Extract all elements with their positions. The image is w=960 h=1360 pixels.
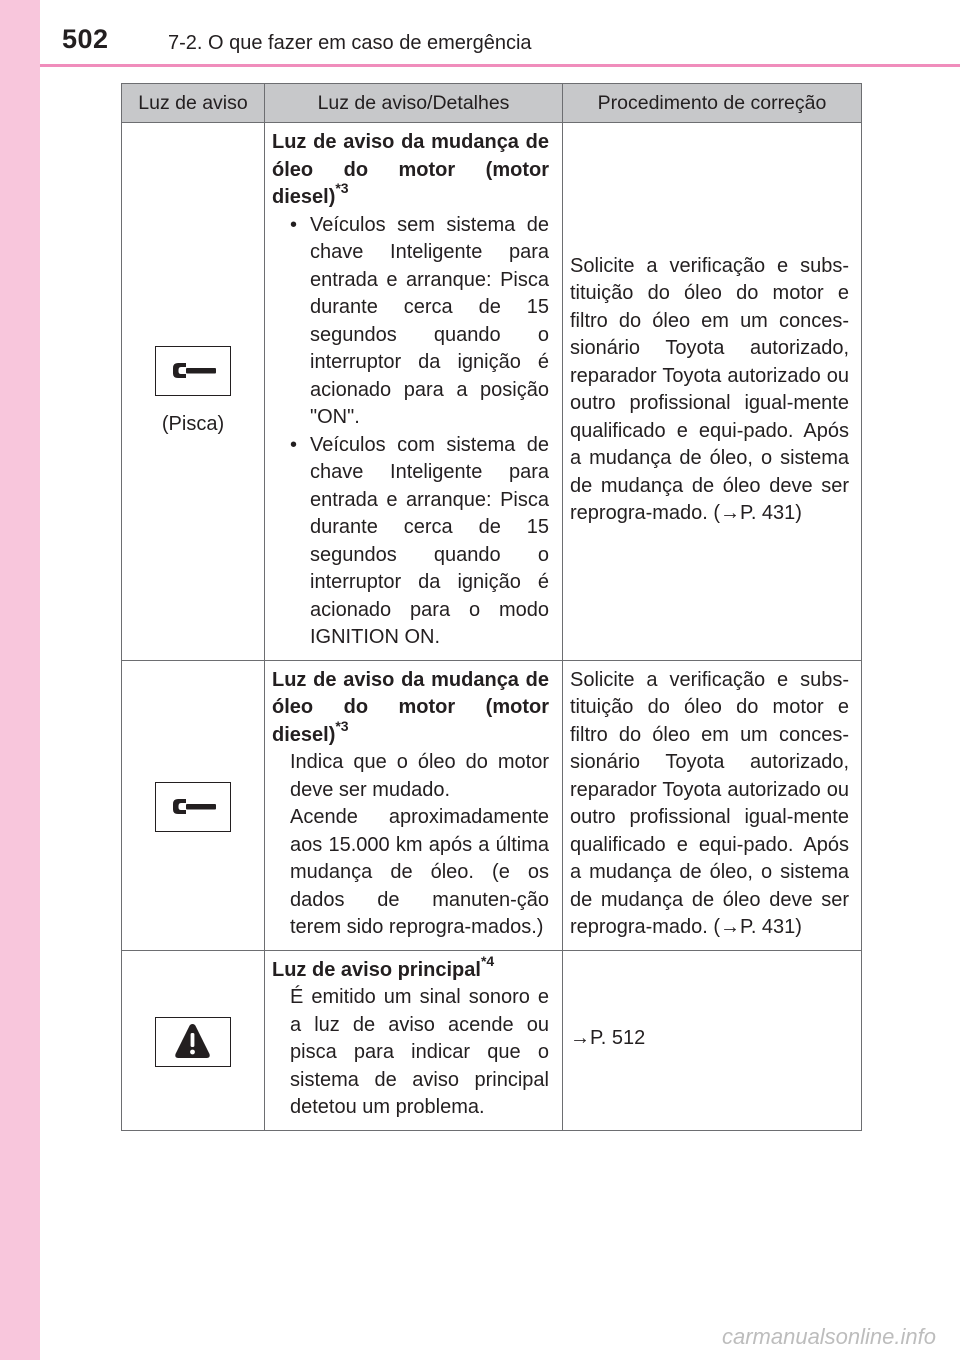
detail-paragraph: Acende aproximadamente aos 15.000 km após a última mudança de óleo. (e os dados de manuten-ção terem sido reprogra-mados.) <box>290 806 549 938</box>
detail-bullets <box>272 212 549 652</box>
table-row <box>122 123 862 661</box>
table-header-row <box>122 84 862 123</box>
detail-paragraph: É emitido um sinal sonoro e a luz de aviso acende ou pisca para indicar que o sistema de aviso principal detetou um problema. <box>290 986 549 1118</box>
warning-title: Luz de aviso da mudança de óleo do motor (motor diesel)$^{*3}$ <box>272 131 549 208</box>
procedure-cell: Solicite a verificação e subs-tituição do óleo do motor e filtro do óleo em um conces-sionário Toyota autorizado, reparador Toyota autorizado ou outro profissional igual-mente qualificado e equi-pado. Após a mudança de óleo, o sistema de mudança de óleo deve ser reprogra-mado. (→P. 431) <box>563 123 862 661</box>
column-header-details: Luz de aviso/Detalhes <box>265 84 563 123</box>
list-item: • Veículos com sistema de chave Inteligente para entrada e arranque: Pisca durante cerca de 15 segundos quando o interruptor da ignição é acionado para o modo IGNITION ON. <box>290 432 549 652</box>
wrench-icon <box>155 346 231 396</box>
page-header <box>40 0 960 70</box>
watermark: carmanualsonline.info <box>721 1324 936 1349</box>
detail-cell <box>265 950 563 1130</box>
icon-caption: (Pisca) <box>161 412 225 435</box>
table-row <box>122 660 862 950</box>
detail-cell <box>265 123 563 661</box>
column-header-procedure: Procedimento de correção <box>563 84 862 123</box>
table-row <box>122 950 862 1130</box>
warning-title: Luz de aviso da mudança de óleo do motor (motor diesel)$^{*3}$ <box>272 668 549 746</box>
section-title: 7-2. O que fazer em caso de emergência <box>168 32 532 54</box>
warning-triangle-icon <box>155 1017 231 1067</box>
side-color-bar <box>0 0 40 1360</box>
list-item: • Veículos sem sistema de chave Inteligente para entrada e arranque: Pisca durante cerca de 15 segundos quando o interruptor da ignição é acionado para a posição "ON". <box>290 212 549 432</box>
warning-title: Luz de aviso principal$^{*4}$ <box>272 952 495 981</box>
header-rule <box>40 64 960 67</box>
procedure-cell: Solicite a verificação e subs-tituição do óleo do motor e filtro do óleo em um conces-sionário Toyota autorizado, reparador Toyota autorizado ou outro profissional igual-mente qualificado e equi-pado. Após a mudança de óleo, o sistema de mudança de óleo deve ser reprogra-mado. (→P. 431) <box>563 660 862 950</box>
detail-paragraph: Indica que o óleo do motor deve ser mudado. <box>290 751 549 801</box>
wrench-icon <box>155 782 231 832</box>
procedure-cell: →P. 512 <box>563 950 862 1130</box>
page-number: 502 <box>62 24 109 54</box>
column-header-warning-light: Luz de aviso <box>122 84 265 123</box>
detail-cell <box>265 660 563 950</box>
icon-cell <box>122 950 265 1130</box>
warning-lights-table <box>121 83 862 1131</box>
icon-cell <box>122 660 265 950</box>
icon-cell <box>122 123 265 661</box>
